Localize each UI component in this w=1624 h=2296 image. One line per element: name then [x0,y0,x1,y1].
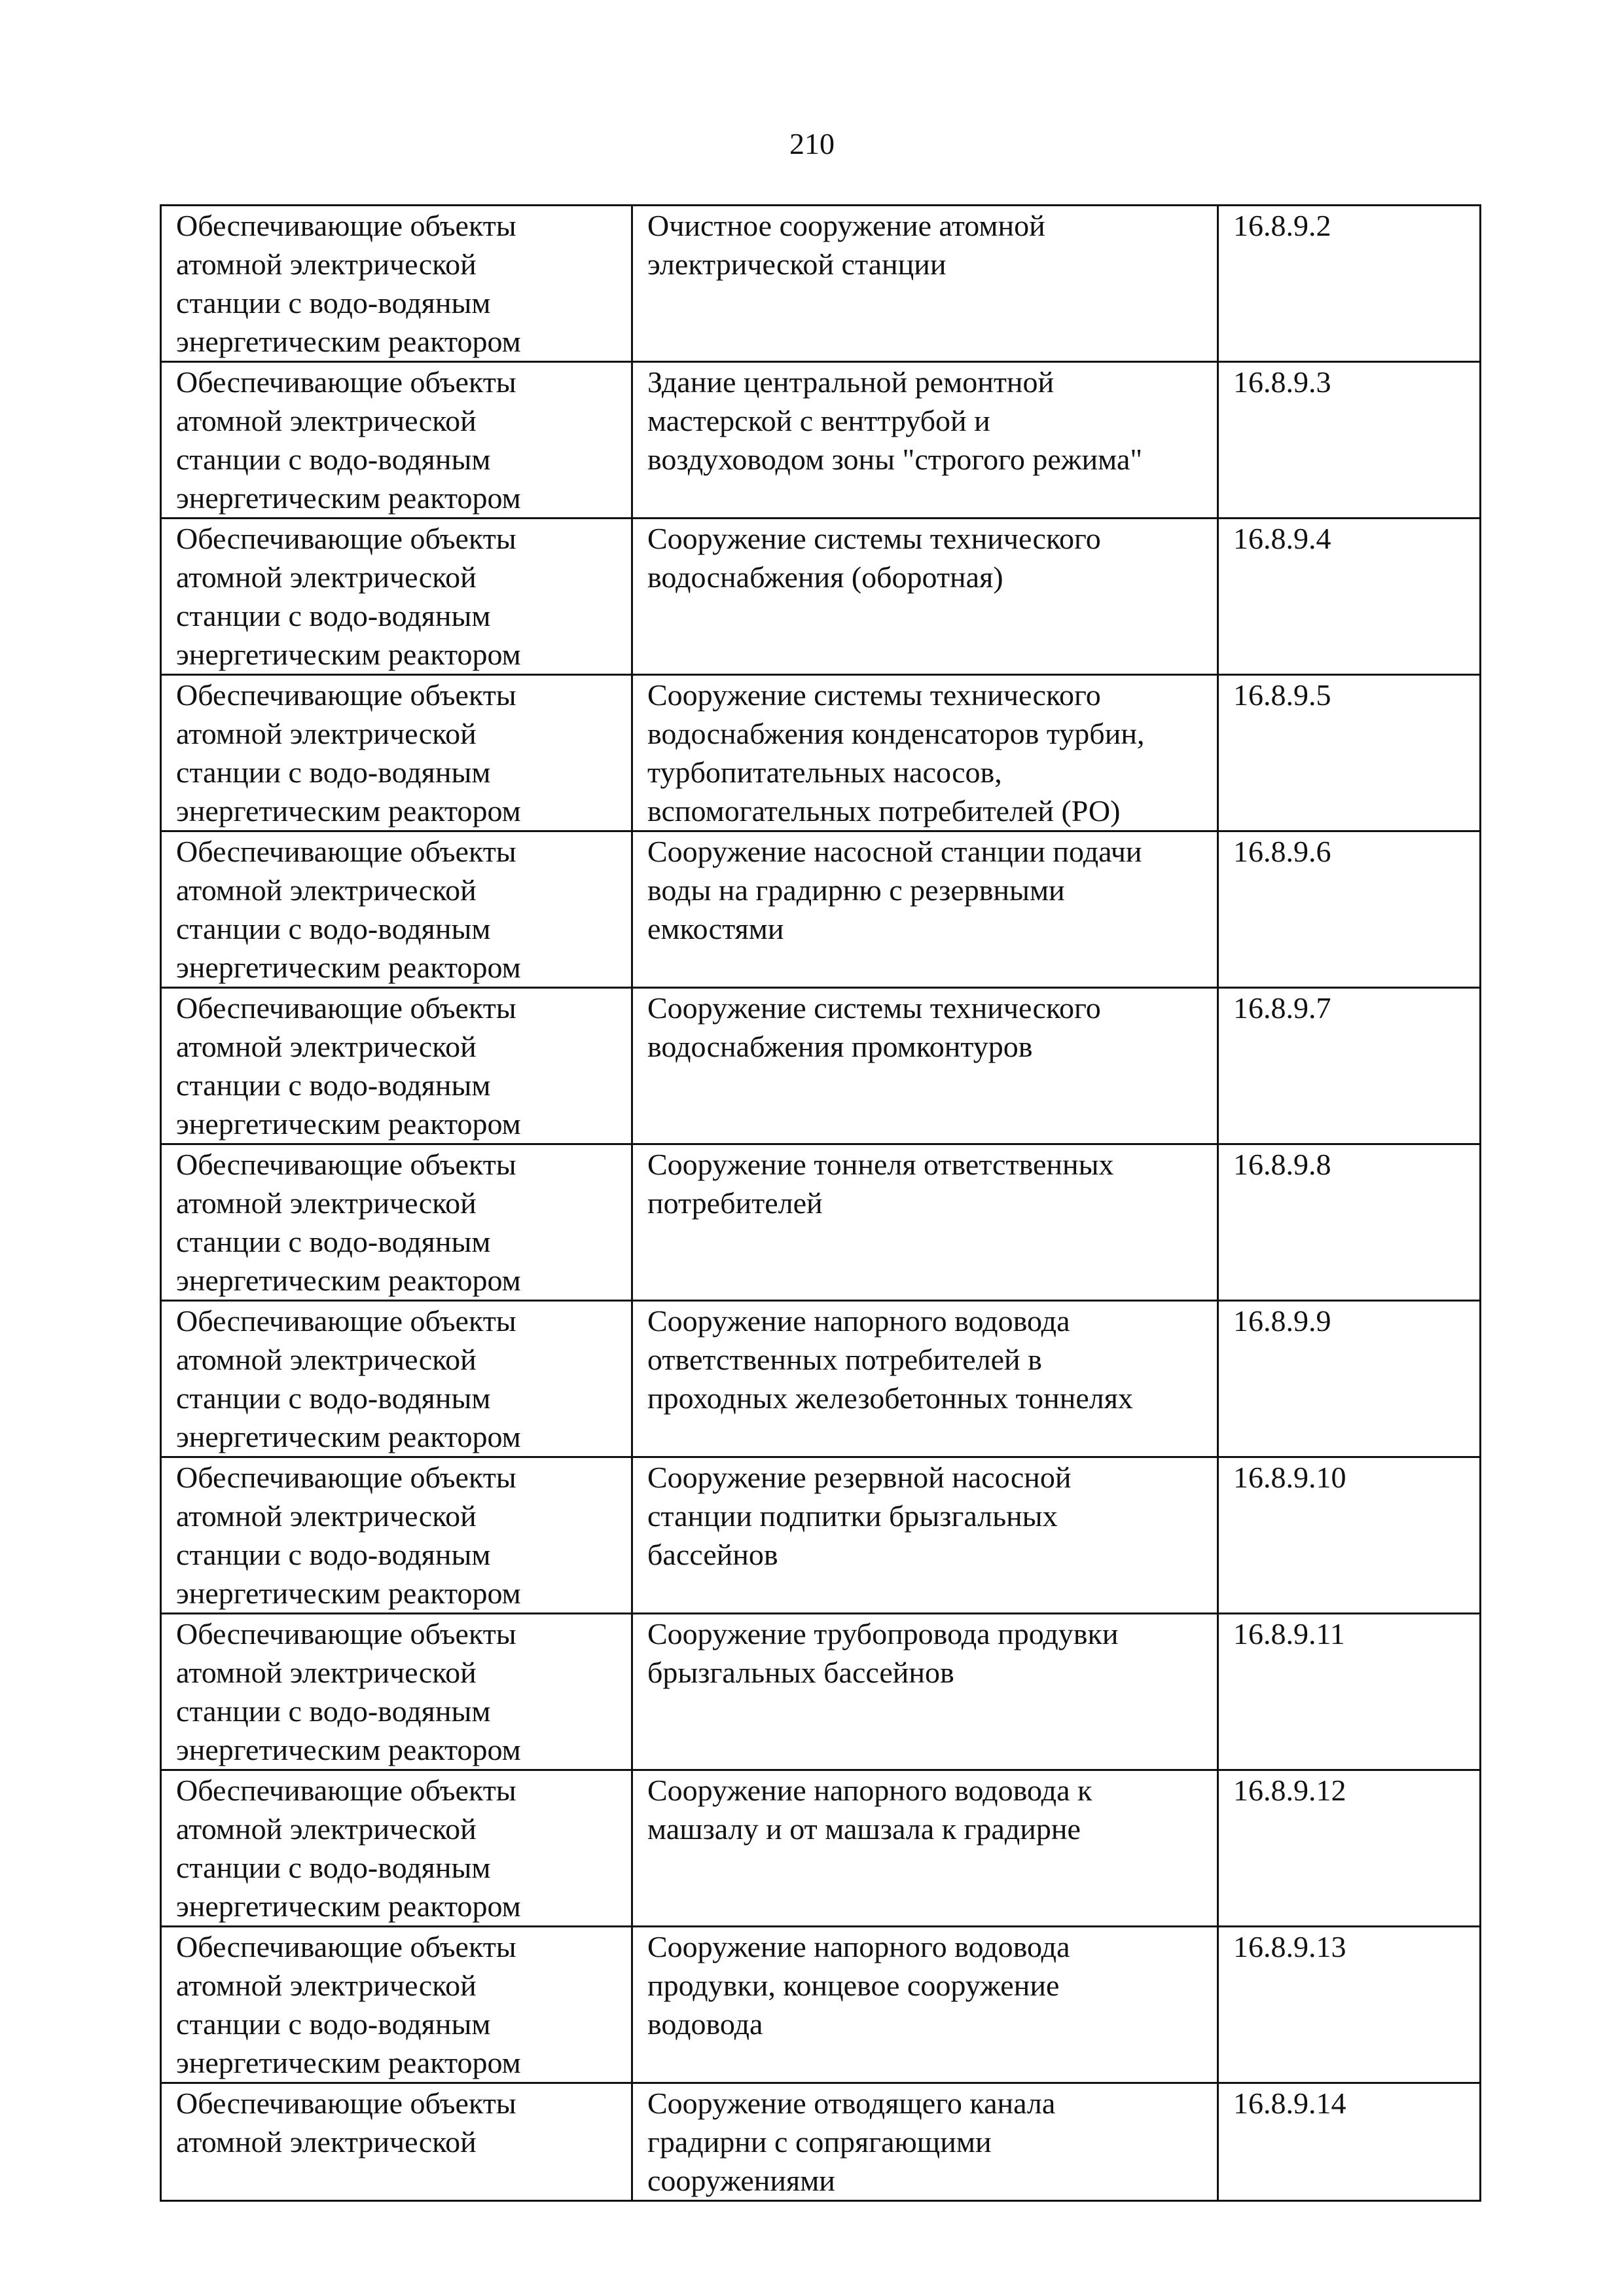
code-text: 16.8.9.11 [1233,1617,1345,1650]
object-name-cell [632,2083,1218,2201]
code-text: 16.8.9.5 [1233,678,1331,712]
object-name-text: Сооружение напорного водовода к машзалу и от машзала к градирне [647,1774,1092,1846]
category-text: Обеспечивающие объекты атомной электрической станции с водо-водяным энергетическим реактором [176,1461,521,1610]
code-cell [1218,519,1481,675]
object-name-cell [632,206,1218,362]
table-row [161,206,1481,362]
object-name-text: Очистное сооружение атомной электрической станции [647,209,1045,281]
object-name-cell [632,1927,1218,2083]
table-row [161,1927,1481,2083]
category-text: Обеспечивающие объекты атомной электрической станции с водо-водяным энергетическим реактором [176,1774,521,1923]
category-text: Обеспечивающие объекты атомной электрической станции с водо-водяным энергетическим реактором [176,209,521,358]
category-cell [161,1144,632,1301]
category-cell [161,1770,632,1927]
object-name-cell [632,831,1218,988]
object-name-cell [632,675,1218,831]
object-name-text: Сооружение отводящего канала градирни с сопрягающими сооружениями [647,2086,1056,2197]
object-name-cell [632,1301,1218,1457]
code-cell [1218,675,1481,831]
code-cell [1218,1770,1481,1927]
object-name-text: Сооружение напорного водовода ответственных потребителей в проходных железобетонных тоннелях [647,1304,1133,1415]
code-cell [1218,1301,1481,1457]
code-text: 16.8.9.14 [1233,2086,1346,2120]
table-row [161,2083,1481,2201]
code-text: 16.8.9.10 [1233,1461,1346,1494]
object-name-text: Здание центральной ремонтной мастерской с венттрубой и воздуховодом зоны "строгого режима" [647,365,1143,476]
category-cell [161,1614,632,1770]
object-name-cell [632,362,1218,519]
object-name-text: Сооружение насосной станции подачи воды на градирню с резервными емкостями [647,835,1142,945]
category-text: Обеспечивающие объекты атомной электрической станции с водо-водяным энергетическим реактором [176,1304,521,1453]
code-text: 16.8.9.13 [1233,1930,1346,1963]
table-row [161,1770,1481,1927]
table-row [161,1144,1481,1301]
code-cell [1218,2083,1481,2201]
category-text: Обеспечивающие объекты атомной электрической станции с водо-водяным энергетическим реактором [176,991,521,1140]
table-row [161,1301,1481,1457]
object-name-cell [632,1770,1218,1927]
code-text: 16.8.9.4 [1233,522,1331,555]
code-cell [1218,362,1481,519]
table-row [161,1457,1481,1614]
code-text: 16.8.9.6 [1233,835,1331,868]
category-cell [161,1927,632,2083]
code-text: 16.8.9.3 [1233,365,1331,399]
code-cell [1218,1144,1481,1301]
table-row [161,831,1481,988]
object-name-cell [632,1614,1218,1770]
category-cell [161,1457,632,1614]
table-row [161,519,1481,675]
object-name-cell [632,519,1218,675]
category-cell [161,206,632,362]
table-row [161,1614,1481,1770]
object-name-text: Сооружение напорного водовода продувки, концевое сооружение водовода [647,1930,1070,2041]
category-cell [161,362,632,519]
category-text: Обеспечивающие объекты атомной электрической станции с водо-водяным энергетическим реактором [176,678,521,828]
category-text: Обеспечивающие объекты атомной электрической станции с водо-водяным энергетическим реактором [176,365,521,515]
category-cell [161,988,632,1144]
category-text: Обеспечивающие объекты атомной электрической станции с водо-водяным энергетическим реактором [176,1148,521,1297]
category-cell [161,2083,632,2201]
code-text: 16.8.9.8 [1233,1148,1331,1181]
object-name-text: Сооружение системы технического водоснабжения промконтуров [647,991,1101,1063]
category-text: Обеспечивающие объекты атомной электрической станции с водо-водяным энергетическим реактором [176,1930,521,2079]
code-cell [1218,1927,1481,2083]
object-name-text: Сооружение системы технического водоснабжения (оборотная) [647,522,1101,594]
objects-table [160,204,1481,2202]
code-cell [1218,1457,1481,1614]
object-name-text: Сооружение тоннеля ответственных потребителей [647,1148,1114,1220]
category-cell [161,519,632,675]
table-row [161,675,1481,831]
code-cell [1218,831,1481,988]
code-cell [1218,206,1481,362]
category-text: Обеспечивающие объекты атомной электрической станции с водо-водяным энергетическим реактором [176,1617,521,1766]
object-name-cell [632,1144,1218,1301]
code-text: 16.8.9.12 [1233,1774,1346,1807]
category-text: Обеспечивающие объекты атомной электрической станции с водо-водяным энергетическим реактором [176,522,521,671]
object-name-cell [632,988,1218,1144]
object-name-text: Сооружение трубопровода продувки брызгальных бассейнов [647,1617,1119,1689]
code-cell [1218,1614,1481,1770]
category-cell [161,831,632,988]
category-text: Обеспечивающие объекты атомной электрической [176,2086,516,2159]
category-cell [161,1301,632,1457]
code-text: 16.8.9.2 [1233,209,1331,242]
code-text: 16.8.9.9 [1233,1304,1331,1338]
code-text: 16.8.9.7 [1233,991,1331,1025]
code-cell [1218,988,1481,1144]
category-text: Обеспечивающие объекты атомной электрической станции с водо-водяным энергетическим реактором [176,835,521,984]
object-name-text: Сооружение системы технического водоснабжения конденсаторов турбин, турбопитательных насосов, вспомогательных потребителей (РО) [647,678,1145,828]
table-row [161,362,1481,519]
object-name-cell [632,1457,1218,1614]
object-name-text: Сооружение резервной насосной станции подпитки брызгальных бассейнов [647,1461,1072,1571]
table-row [161,988,1481,1144]
category-cell [161,675,632,831]
page-number: 210 [789,127,835,160]
